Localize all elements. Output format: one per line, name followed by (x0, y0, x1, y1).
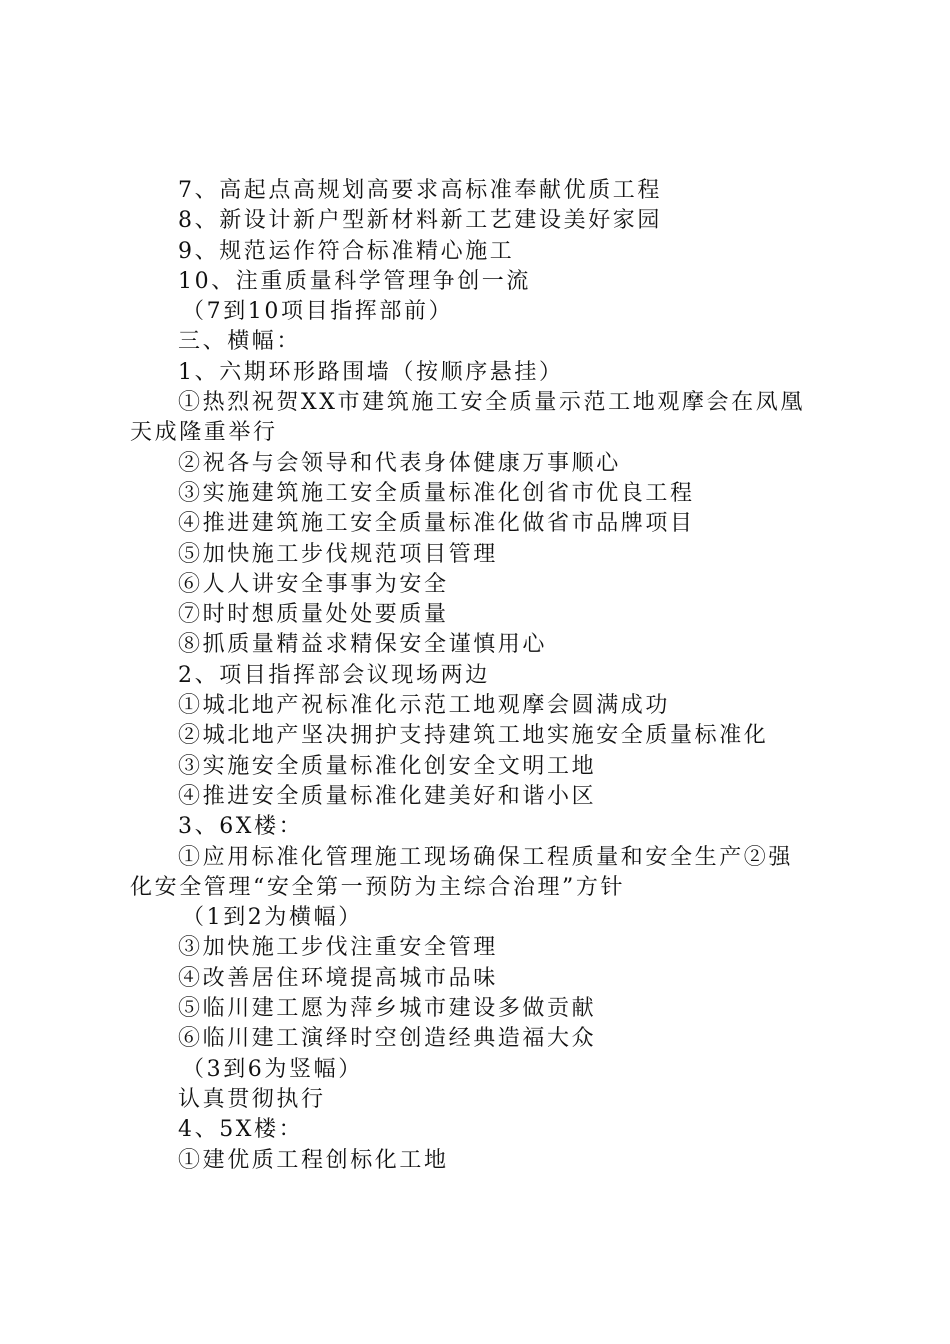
subsection-heading-2: 2、项目指挥部会议现场两边 (178, 662, 490, 688)
document-body (130, 176, 830, 1176)
placement-note: （7到10项目指挥部前） (182, 299, 454, 325)
vertical-banner-note: （3到6为竖幅） (182, 1056, 363, 1082)
subsection-heading-3: 3、6X楼： (178, 814, 304, 840)
building-6x-item-3: ③加快施工步伐注重安全管理 (178, 935, 498, 961)
building-6x-item-5: ⑤临川建工愿为萍乡城市建设多做贡献 (178, 996, 597, 1022)
banner-item-2: ②祝各与会领导和代表身体健康万事顺心 (178, 450, 621, 476)
building-6x-item-4: ④改善居住环境提高城市品味 (178, 965, 498, 991)
meeting-item-2: ②城北地产坚决拥护支持建筑工地实施安全质量标准化 (178, 723, 769, 749)
section-heading-banners: 三、横幅： (178, 329, 302, 355)
banner-item-3: ③实施建筑施工安全质量标准化创省市优良工程 (178, 480, 695, 506)
building-6x-item-2-continuation: 化安全管理“安全第一预防为主综合治理”方针 (130, 874, 626, 900)
banner-item-1-first-line: ①热烈祝贺XX市建筑施工安全质量示范工地观摩会在凤凰 (178, 390, 805, 416)
subsection-heading-1: 1、六期环形路围墙（按顺序悬挂） (178, 359, 564, 385)
slogan-line-9: 9、规范运作符合标准精心施工 (178, 238, 515, 264)
execution-note: 认真贯彻执行 (178, 1086, 326, 1112)
banner-item-5: ⑤加快施工步伐规范项目管理 (178, 541, 498, 567)
meeting-item-1: ①城北地产祝标准化示范工地观摩会圆满成功 (178, 693, 671, 719)
banner-item-1-continuation: 天成隆重举行 (130, 420, 278, 446)
horizontal-banner-note: （1到2为横幅） (182, 905, 363, 931)
banner-item-8: ⑧抓质量精益求精保安全谨慎用心 (178, 632, 548, 658)
building-5x-item-1: ①建优质工程创标化工地 (178, 1147, 449, 1173)
subsection-heading-4: 4、5X楼： (178, 1117, 304, 1143)
slogan-line-7: 7、高起点高规划高要求高标准奉献优质工程 (178, 178, 662, 203)
meeting-item-4: ④推进安全质量标准化建美好和谐小区 (178, 783, 597, 809)
banner-item-7: ⑦时时想质量处处要质量 (178, 602, 449, 628)
building-6x-item-1-first-line: ①应用标准化管理施工现场确保工程质量和安全生产②强 (178, 844, 794, 870)
building-6x-item-6: ⑥临川建工演绎时空创造经典造福大众 (178, 1026, 597, 1052)
slogan-line-8: 8、新设计新户型新材料新工艺建设美好家园 (178, 208, 662, 234)
meeting-item-3: ③实施安全质量标准化创安全文明工地 (178, 753, 597, 779)
banner-item-4: ④推进建筑施工安全质量标准化做省市品牌项目 (178, 511, 695, 537)
banner-item-6: ⑥人人讲安全事事为安全 (178, 571, 449, 597)
slogan-line-10: 10、注重质量科学管理争创一流 (178, 268, 531, 294)
